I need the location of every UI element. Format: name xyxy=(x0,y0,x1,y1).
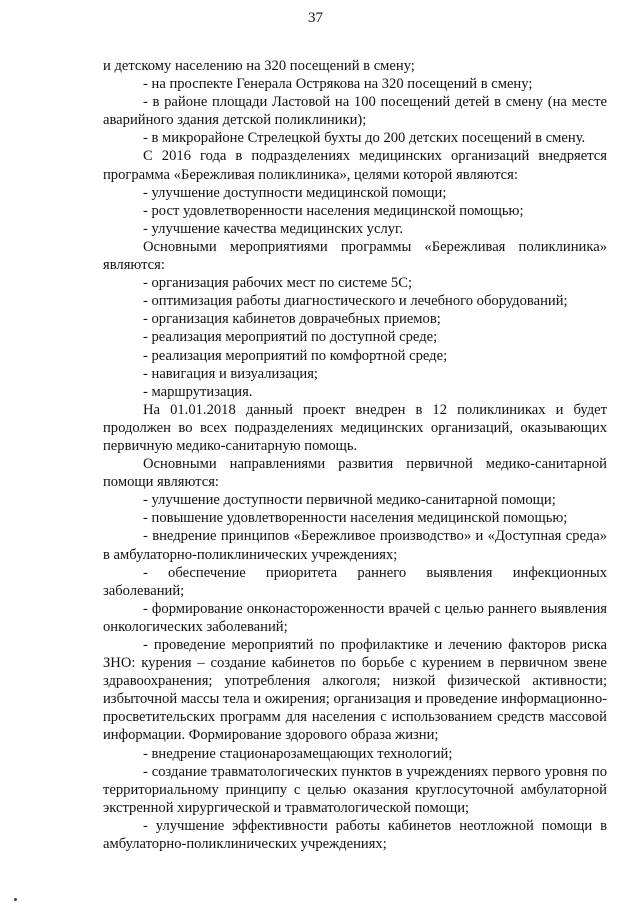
list-item: - рост удовлетворенности населения медицинской помощью; xyxy=(143,202,524,219)
list-item: - проведение мероприятий по профилактике и лечению факторов риска ЗНО: курения – создание кабинетов по борьбе с курением в первичном звене здравоохранения; употребления алкоголя; низкой физической активности; избыточной массы тела и ожирения; организация и проведение информационно-просветительских программ для населения с использованием средств массовой информации. Формирование здорового образа жизни; xyxy=(103,637,607,744)
list-item: - на проспекте Генерала Острякова на 320 посещений в смену; xyxy=(143,76,533,93)
list-item: - повышение удовлетворенности населения медицинской помощью; xyxy=(143,510,568,527)
list-item: - внедрение стационарозамещающих технологий; xyxy=(143,745,453,762)
paragraph: Основными мероприятиями программы «Бережливая поликлиника» являются: xyxy=(103,238,607,274)
list-item: - создание травматологических пунктов в учреждениях первого уровня по территориальному принципу с целью оказания круглосуточной амбулаторной экстренной хирургической и травматологической помощи; xyxy=(103,763,607,816)
page-number: 37 xyxy=(308,10,323,26)
list-item: - организация кабинетов доврачебных приемов; xyxy=(143,311,441,328)
list-item: - маршрутизация. xyxy=(143,383,253,400)
list-item: - реализация мероприятий по доступной среде; xyxy=(143,329,438,346)
list-item: - навигация и визуализация; xyxy=(143,365,318,382)
list-item: - улучшение качества медицинских услуг. xyxy=(143,220,404,237)
list-item: - улучшение доступности медицинской помощи; xyxy=(143,184,447,201)
list-item: - улучшение эффективности работы кабинетов неотложной помощи в амбулаторно-поликлинических учреждениях; xyxy=(103,817,607,853)
paragraph: Основными направлениями развития первичной медико-санитарной помощи являются: xyxy=(103,456,607,491)
list-item: - внедрение принципов «Бережливое производство» и «Доступная среда» в амбулаторно-поликлинических учреждениях; xyxy=(103,528,607,563)
list-item: - реализация мероприятий по комфортной среде; xyxy=(143,347,448,364)
paragraph: и детскому населению на 320 посещений в смену; xyxy=(103,58,415,74)
list-item: - в районе площади Ластовой на 100 посещений детей в смену (на месте аварийного здания детской поликлиники); xyxy=(103,94,607,129)
paragraph: На 01.01.2018 данный проект внедрен в 12 поликлиниках и будет продолжен во всех подразделениях медицинских организаций, оказывающих первичную медико-санитарную помощь. xyxy=(103,401,607,454)
list-item: - обеспечение приоритета раннего выявления инфекционных заболеваний; xyxy=(103,564,607,599)
list-item: - улучшение доступности первичной медико-санитарной помощи; xyxy=(143,492,556,509)
paragraph: С 2016 года в подразделениях медицинских организаций внедряется программа «Бережливая поликлиника», целями которой являются: xyxy=(103,148,607,183)
list-item: - в микрорайоне Стрелецкой бухты до 200 детских посещений в смену. xyxy=(143,130,586,147)
list-item: - организация рабочих мест по системе 5С; xyxy=(143,275,413,292)
document-body xyxy=(103,57,607,853)
list-item: - оптимизация работы диагностического и лечебного оборудований; xyxy=(143,293,568,310)
list-item: - формирование онконастороженности врачей с целью раннего выявления онкологических заболеваний; xyxy=(103,600,607,635)
scan-speck xyxy=(14,898,17,901)
